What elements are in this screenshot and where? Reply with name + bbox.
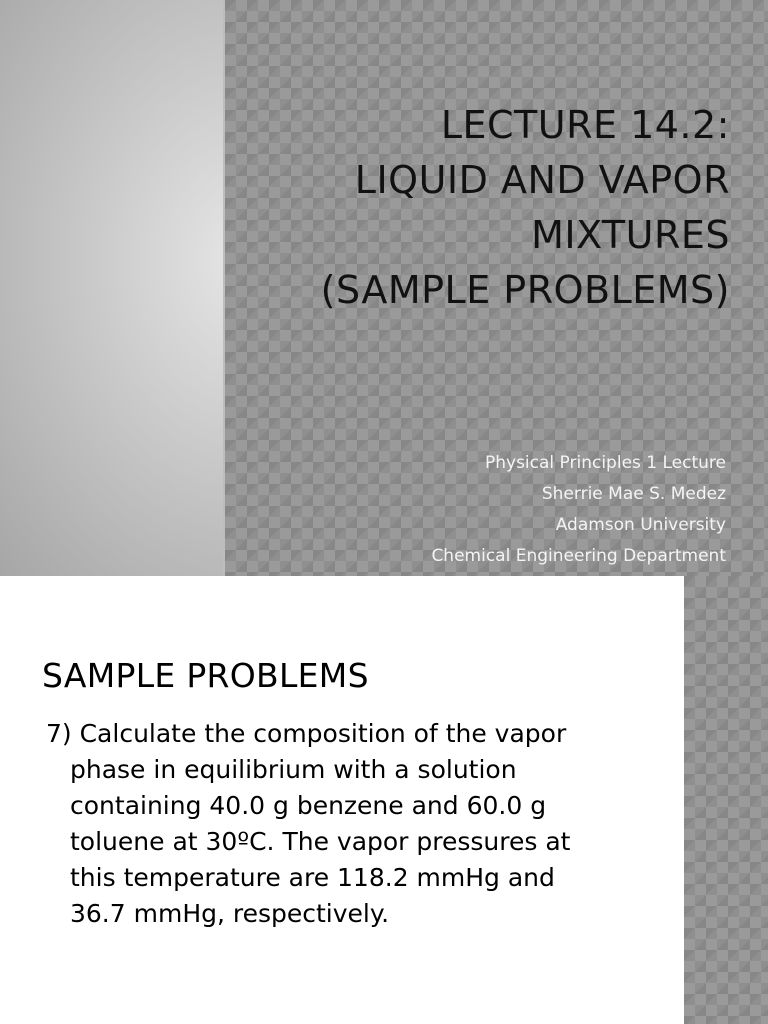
- title-line-2: LIQUID AND VAPOR: [354, 158, 730, 202]
- pattern-side-strip: [684, 576, 768, 1024]
- problem-line-6: 36.7 mmHg, respectively.: [70, 899, 390, 928]
- content-heading: SAMPLE PROBLEMS: [42, 656, 369, 695]
- title-line-1: LECTURE 14.2:: [440, 103, 730, 147]
- author-name: Sherrie Mae S. Medez: [541, 484, 726, 504]
- problem-line-2: phase in equilibrium with a solution: [70, 755, 517, 784]
- problem-line-4: toluene at 30ºC. The vapor pressures at: [70, 827, 571, 856]
- problem-line-1: 7) Calculate the composition of the vapor: [46, 719, 567, 748]
- course-name: Physical Principles 1 Lecture: [484, 453, 726, 473]
- department-name: Chemical Engineering Department: [431, 546, 726, 566]
- problem-line-3: containing 40.0 g benzene and 60.0 g: [70, 791, 547, 820]
- slide-subtitle: [326, 448, 726, 572]
- title-line-3: MIXTURES: [531, 213, 730, 257]
- problem-line-5: this temperature are 118.2 mmHg and: [70, 863, 555, 892]
- slide-title: [260, 98, 730, 318]
- title-line-4: (SAMPLE PROBLEMS): [320, 268, 730, 312]
- gradient-panel: [0, 0, 223, 576]
- university-name: Adamson University: [555, 515, 726, 535]
- content-slide: [0, 576, 768, 1024]
- problem-text: [46, 716, 626, 932]
